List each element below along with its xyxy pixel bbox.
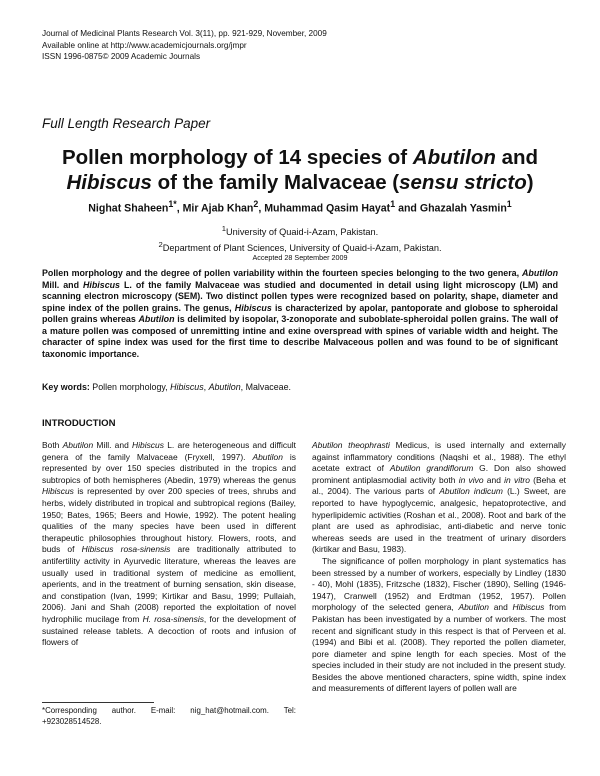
journal-issn: ISSN 1996-0875© 2009 Academic Journals [42,52,201,61]
accepted-date: Accepted 28 September 2009 [252,253,348,262]
affiliation-2: $^2$Department of Plant Sciences, University of Quaid-i-Azam, Pakistan. [158,239,442,253]
affiliations [40,223,560,254]
section-heading-introduction: INTRODUCTION [42,418,116,429]
paper-type: Full Length Research Paper [42,116,211,131]
keywords-label: Key words: [42,382,90,392]
paper-title: Pollen morphology of 14 species of Abutilon and Hibiscus of the family Malvaceae (sensu stricto) [61,146,539,194]
abstract: Pollen morphology and the degree of pollen variability within the fourteen species belonging to the two genera, Abutilon Mill. and Hibiscus L. of the family Malvaceae was studied and documented in detail using light microscopy (LM) and scanning electron microscopy (SEM). Two distinct pollen types were recognized based on polarity, shape, diameter and spine index of the pollen grains. The genus, Hibiscus is characterized by apolar, pantoporate and globose to spheroidal pollen grains whereas Abutilon is delimited by isopolar, 3-zonoporate and suboblate-spheroidal pollen grains. The wall of a mature pollen was composed of unremitting intine and exine overspread with spines of variable width and height. The character of spine index was used for the first time to describe Malvaceous pollen and was found to be of significant taxonomic importance. [42,268,558,359]
footnote-divider [42,702,154,703]
paragraph: The significance of pollen morphology in plant systematics has been stressed by a number of workers, especially by Lindley (1830 - 40), Mohl (1835), Fritzsche (1832), Fischer (1890), Selling (1946-1947), Cranwell (1952) and Erdtman (1952, 1957). Pollen morphology of the selected genera, Abutilon and Hibiscus from Pakistan has been investigated by a number of workers. The most recent and significant study in this respect is that of Perveen et al. (1994) and Bibi et al. (2008). They reported the pollen diameter, pore diameter and spine length for each species. Most of the species included in their study are not included in the present study. Besides the above mentioned characters, spine width, spine index and measurements of different layers of pollen wall are [312,555,566,694]
author-list: Nighat Shaheen$^{1*}$, Mir Ajab Khan$^2$, Muhammad Qasim Hayat$^1$ and Ghazalah Yasmin$^1$ [88,199,512,215]
paragraph: Abutilon theophrasti Medicus, is used internally and externally against inflammatory conditions (Naqshi et al., 1988). The ethyl acetate extract of Abutilon grandiflorum G. Don also showed prominent antiplasmodial activity both in vivo and in vitro (Beha et al., 2004). The various parts of Abutilon indicum (L.) Sweet, are reported to have hypoglycemic, analgesic, hepatoprotective, and hyperlipidemic activities (Roshan et al., 2008). Root and bark of the plant are used as aphrodisiac, anti-diabetic and nerve tonic whereas seeds are used in the treatment of urinary disorders (kirtikar and Basu, 1983). [312,440,566,555]
journal-citation: Journal of Medicinal Plants Research Vol. 3(11), pp. 921-929, November, 2009 [42,29,327,38]
journal-info [42,28,327,63]
keywords: Key words: Pollen morphology, Hibiscus, Abutilon, Malvaceae. [42,382,291,392]
body-column-left [42,440,296,649]
body-column-right [312,440,566,695]
journal-url: Available online at http://www.academicjournals.org/jmpr [42,40,247,50]
paragraph: Both Abutilon Mill. and Hibiscus L. are heterogeneous and difficult genera of the family Malvaceae (Fryxell, 1997). Abutilon is represented by over 150 species distributed in the tropics and subtropics of both hemispheres (Abedin, 1979) whereas the genus Hibiscus is represented by over 200 species of trees, shrubs and herbs, widely distributed in tropical and subtropical regions (Bailey, 1950; Bates, 1965; Beers and Howie, 1992). The potent healing qualities of the many species have been used in different therapeutic philosophies throughout history. Flowers, roots, and buds of Hibiscus rosa-sinensis are traditionally attributed to antifertility activity in Ayurvedic literature, whereas the leaves are usually used in traditional system of medicine as emollient, aperients, and in the treatment of burning sensation, skin disease, and constipation (Ivan, 1999; Kirtikar and Basu, 1999; Pullaiah, 2006). Jani and Shah (2008) reported the exploitation of novel hydrophilic mucilage from H. rosa-sinensis, for the development of sustained release tablets. A decoction of roots and infusion of flowers of [42,440,297,648]
corresponding-author-footnote: *Corresponding author. E-mail: nig_hat@hotmail.com. Tel: +923028514528. [42,706,296,726]
affiliation-1: $^1$University of Quaid-i-Azam, Pakistan. [221,224,379,238]
